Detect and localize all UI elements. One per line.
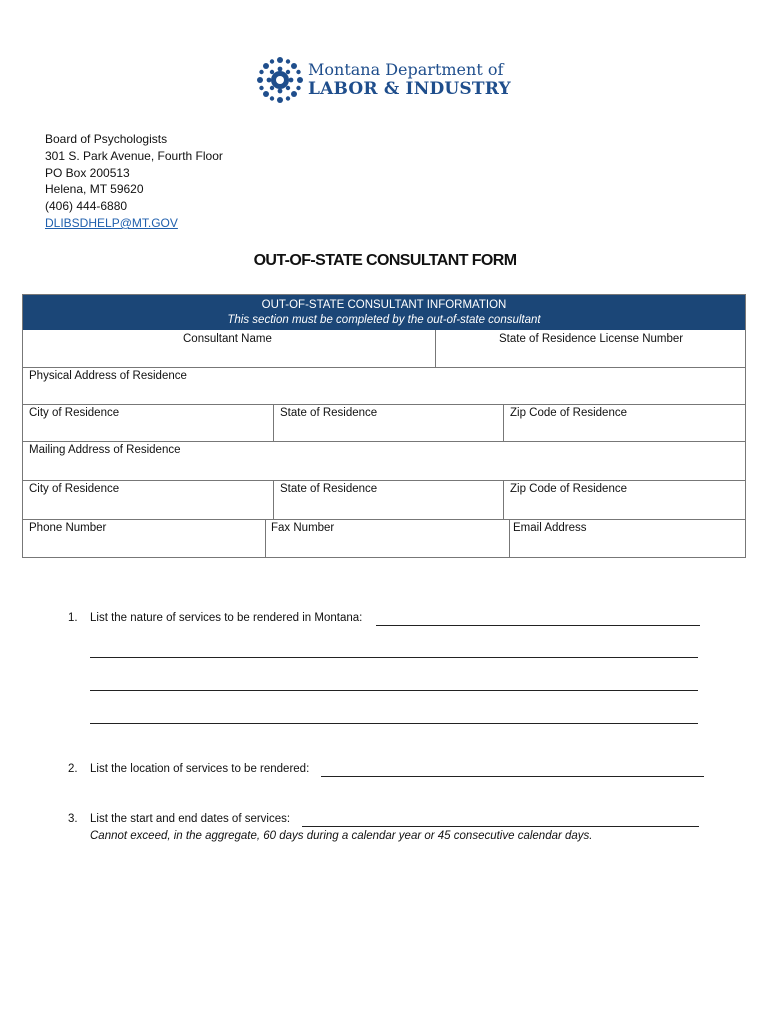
board-name: Board of Psychologists [45, 132, 168, 146]
physical-address-field[interactable]: Physical Address of Residence [29, 370, 187, 382]
question-1-answer-line[interactable] [90, 657, 698, 658]
email-link[interactable]: DLIBSDHELP@MT.GOV [45, 215, 178, 230]
question-3-answer-line[interactable] [302, 826, 699, 827]
question-1-answer-line[interactable] [90, 690, 698, 691]
street-address: 301 S. Park Avenue, Fourth Floor [45, 148, 223, 163]
question-2-answer-line[interactable] [321, 776, 704, 777]
mailing-zip-field[interactable]: Zip Code of Residence [510, 483, 627, 495]
logo-text-line1: Montana Department of [308, 60, 504, 79]
mailing-address-field[interactable]: Mailing Address of Residence [29, 444, 181, 456]
question-1-answer-line[interactable] [90, 723, 698, 724]
city-of-residence-field[interactable]: City of Residence [29, 407, 120, 419]
consultant-name-field[interactable]: Consultant Name [183, 333, 272, 345]
mailing-city-field[interactable]: City of Residence [29, 483, 120, 495]
consultant-info-table [22, 294, 746, 558]
address-block [45, 131, 223, 232]
question-1-text: List the nature of services to be rendered in Montana: [90, 612, 363, 624]
section-header [23, 295, 745, 330]
phone-number: (406) 444-6880 [45, 199, 128, 214]
mailing-state-field[interactable]: State of Residence [280, 483, 378, 495]
phone-number-field[interactable]: Phone Number [29, 522, 107, 534]
department-logo [256, 56, 516, 106]
question-1-number: 1. [68, 612, 78, 624]
duration-note: Cannot exceed, in the aggregate, 60 days during a calendar year or 45 consecutive calendar days. [90, 830, 593, 842]
fax-number-field[interactable]: Fax Number [271, 522, 335, 534]
question-3-text: List the start and end dates of services: [90, 813, 291, 825]
license-number-field[interactable]: State of Residence License Number [499, 333, 684, 345]
zip-code-field[interactable]: Zip Code of Residence [510, 407, 627, 419]
city-state-zip: Helena, MT 59620 [45, 182, 144, 197]
question-2-text: List the location of services to be rendered: [90, 763, 310, 775]
email-address-field[interactable]: Email Address [513, 522, 587, 534]
state-of-residence-field[interactable]: State of Residence [280, 407, 378, 419]
question-2-number: 2. [68, 763, 78, 775]
po-box: PO Box 200513 [45, 165, 130, 180]
section-header-title: OUT-OF-STATE CONSULTANT INFORMATION [261, 299, 507, 311]
logo-text-line2: LABOR & INDUSTRY [308, 79, 511, 99]
question-3-number: 3. [68, 813, 78, 825]
question-1-answer-line[interactable] [376, 625, 700, 626]
form-title: OUT-OF-STATE CONSULTANT FORM [253, 252, 517, 269]
section-header-subtitle: This section must be completed by the out-of-state consultant [227, 314, 541, 326]
seal-icon [256, 56, 304, 104]
